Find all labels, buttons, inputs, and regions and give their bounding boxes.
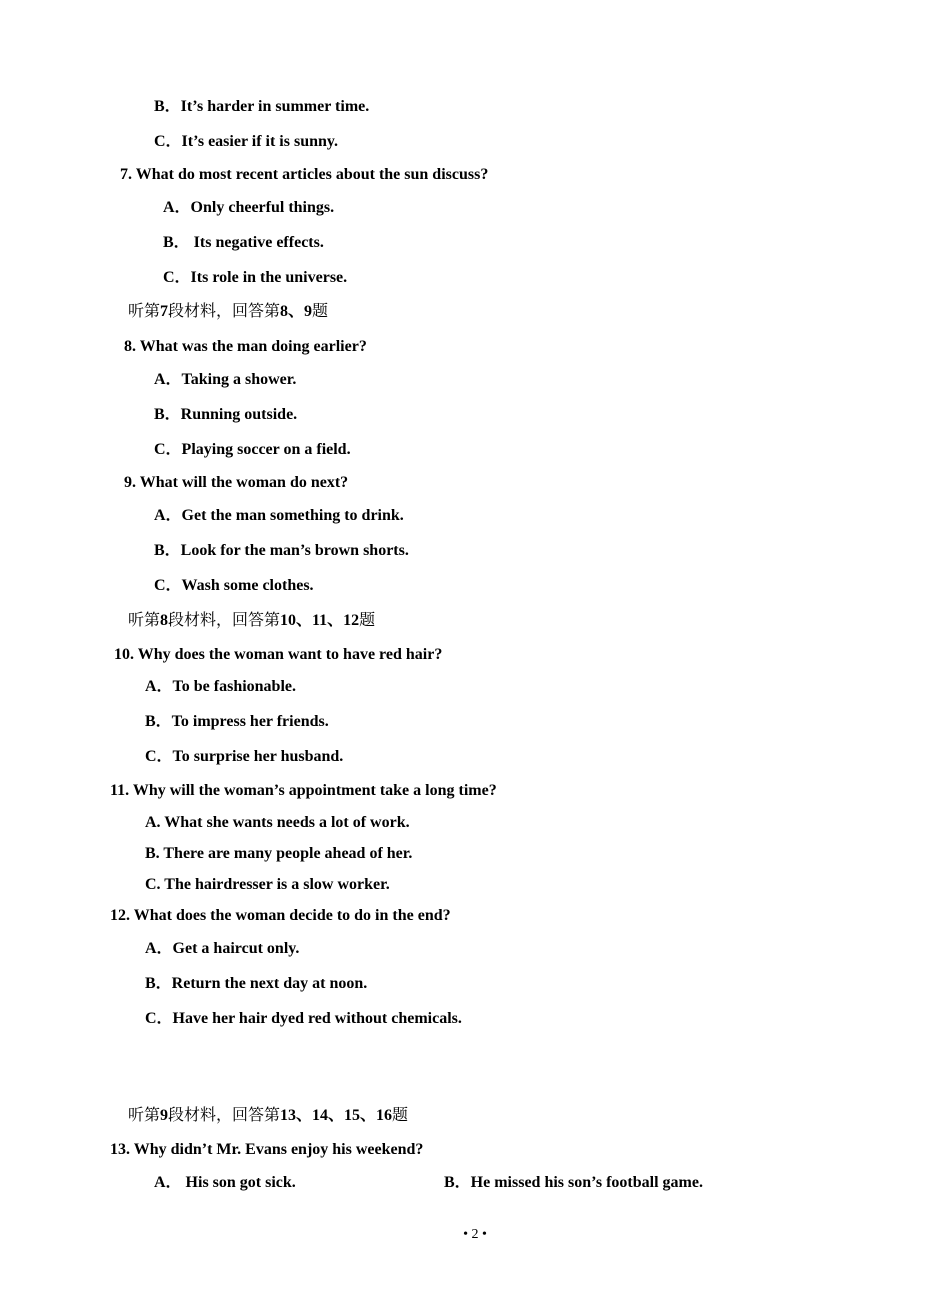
option-9b: B．Look for the man’s brown shorts. bbox=[154, 542, 409, 559]
option-8a: A．Taking a shower. bbox=[154, 371, 297, 388]
option-11b: B. There are many people ahead of her. bbox=[145, 845, 413, 862]
option-10c: C．To surprise her husband. bbox=[145, 748, 344, 765]
question-7: 7. What do most recent articles about the sun discuss? bbox=[120, 166, 489, 183]
question-9: 9. What will the woman do next? bbox=[124, 474, 349, 491]
option-8c: C．Playing soccer on a field. bbox=[154, 441, 351, 458]
option-7c: C．Its role in the universe. bbox=[163, 269, 348, 286]
option-9c: C．Wash some clothes. bbox=[154, 577, 314, 594]
question-11: 11. Why will the woman’s appointment take a long time? bbox=[110, 782, 497, 799]
option-6c: C．It’s easier if it is sunny. bbox=[154, 133, 339, 150]
question-13: 13. Why didn’t Mr. Evans enjoy his weekend? bbox=[110, 1141, 424, 1158]
page-number: • 2 • bbox=[463, 1227, 487, 1242]
question-12: 12. What does the woman decide to do in the end? bbox=[110, 907, 451, 924]
option-10a: A．To be fashionable. bbox=[145, 678, 297, 695]
option-13a: A． His son got sick. bbox=[154, 1174, 296, 1191]
section-header-8: 听第8段材料，回答第10、11、12题 bbox=[128, 612, 376, 629]
section-header-9: 听第9段材料，回答第13、14、15、16题 bbox=[128, 1107, 409, 1124]
option-8b: B．Running outside. bbox=[154, 406, 298, 423]
option-7b: B． Its negative effects. bbox=[163, 234, 324, 251]
option-9a: A．Get the man something to drink. bbox=[154, 507, 404, 524]
option-11c: C. The hairdresser is a slow worker. bbox=[145, 876, 390, 893]
option-10b: B．To impress her friends. bbox=[145, 713, 329, 730]
option-12a: A．Get a haircut only. bbox=[145, 940, 300, 957]
option-12c: C．Have her hair dyed red without chemicals. bbox=[145, 1010, 462, 1027]
question-10: 10. Why does the woman want to have red hair? bbox=[114, 646, 443, 663]
option-13b: B．He missed his son’s football game. bbox=[444, 1174, 703, 1191]
section-header-7: 听第7段材料，回答第8、9题 bbox=[128, 303, 329, 320]
option-7a: A．Only cheerful things. bbox=[163, 199, 335, 216]
option-11a: A. What she wants needs a lot of work. bbox=[145, 814, 410, 831]
question-8: 8. What was the man doing earlier? bbox=[124, 338, 367, 355]
option-12b: B．Return the next day at noon. bbox=[145, 975, 368, 992]
option-6b: B．It’s harder in summer time. bbox=[154, 98, 370, 115]
